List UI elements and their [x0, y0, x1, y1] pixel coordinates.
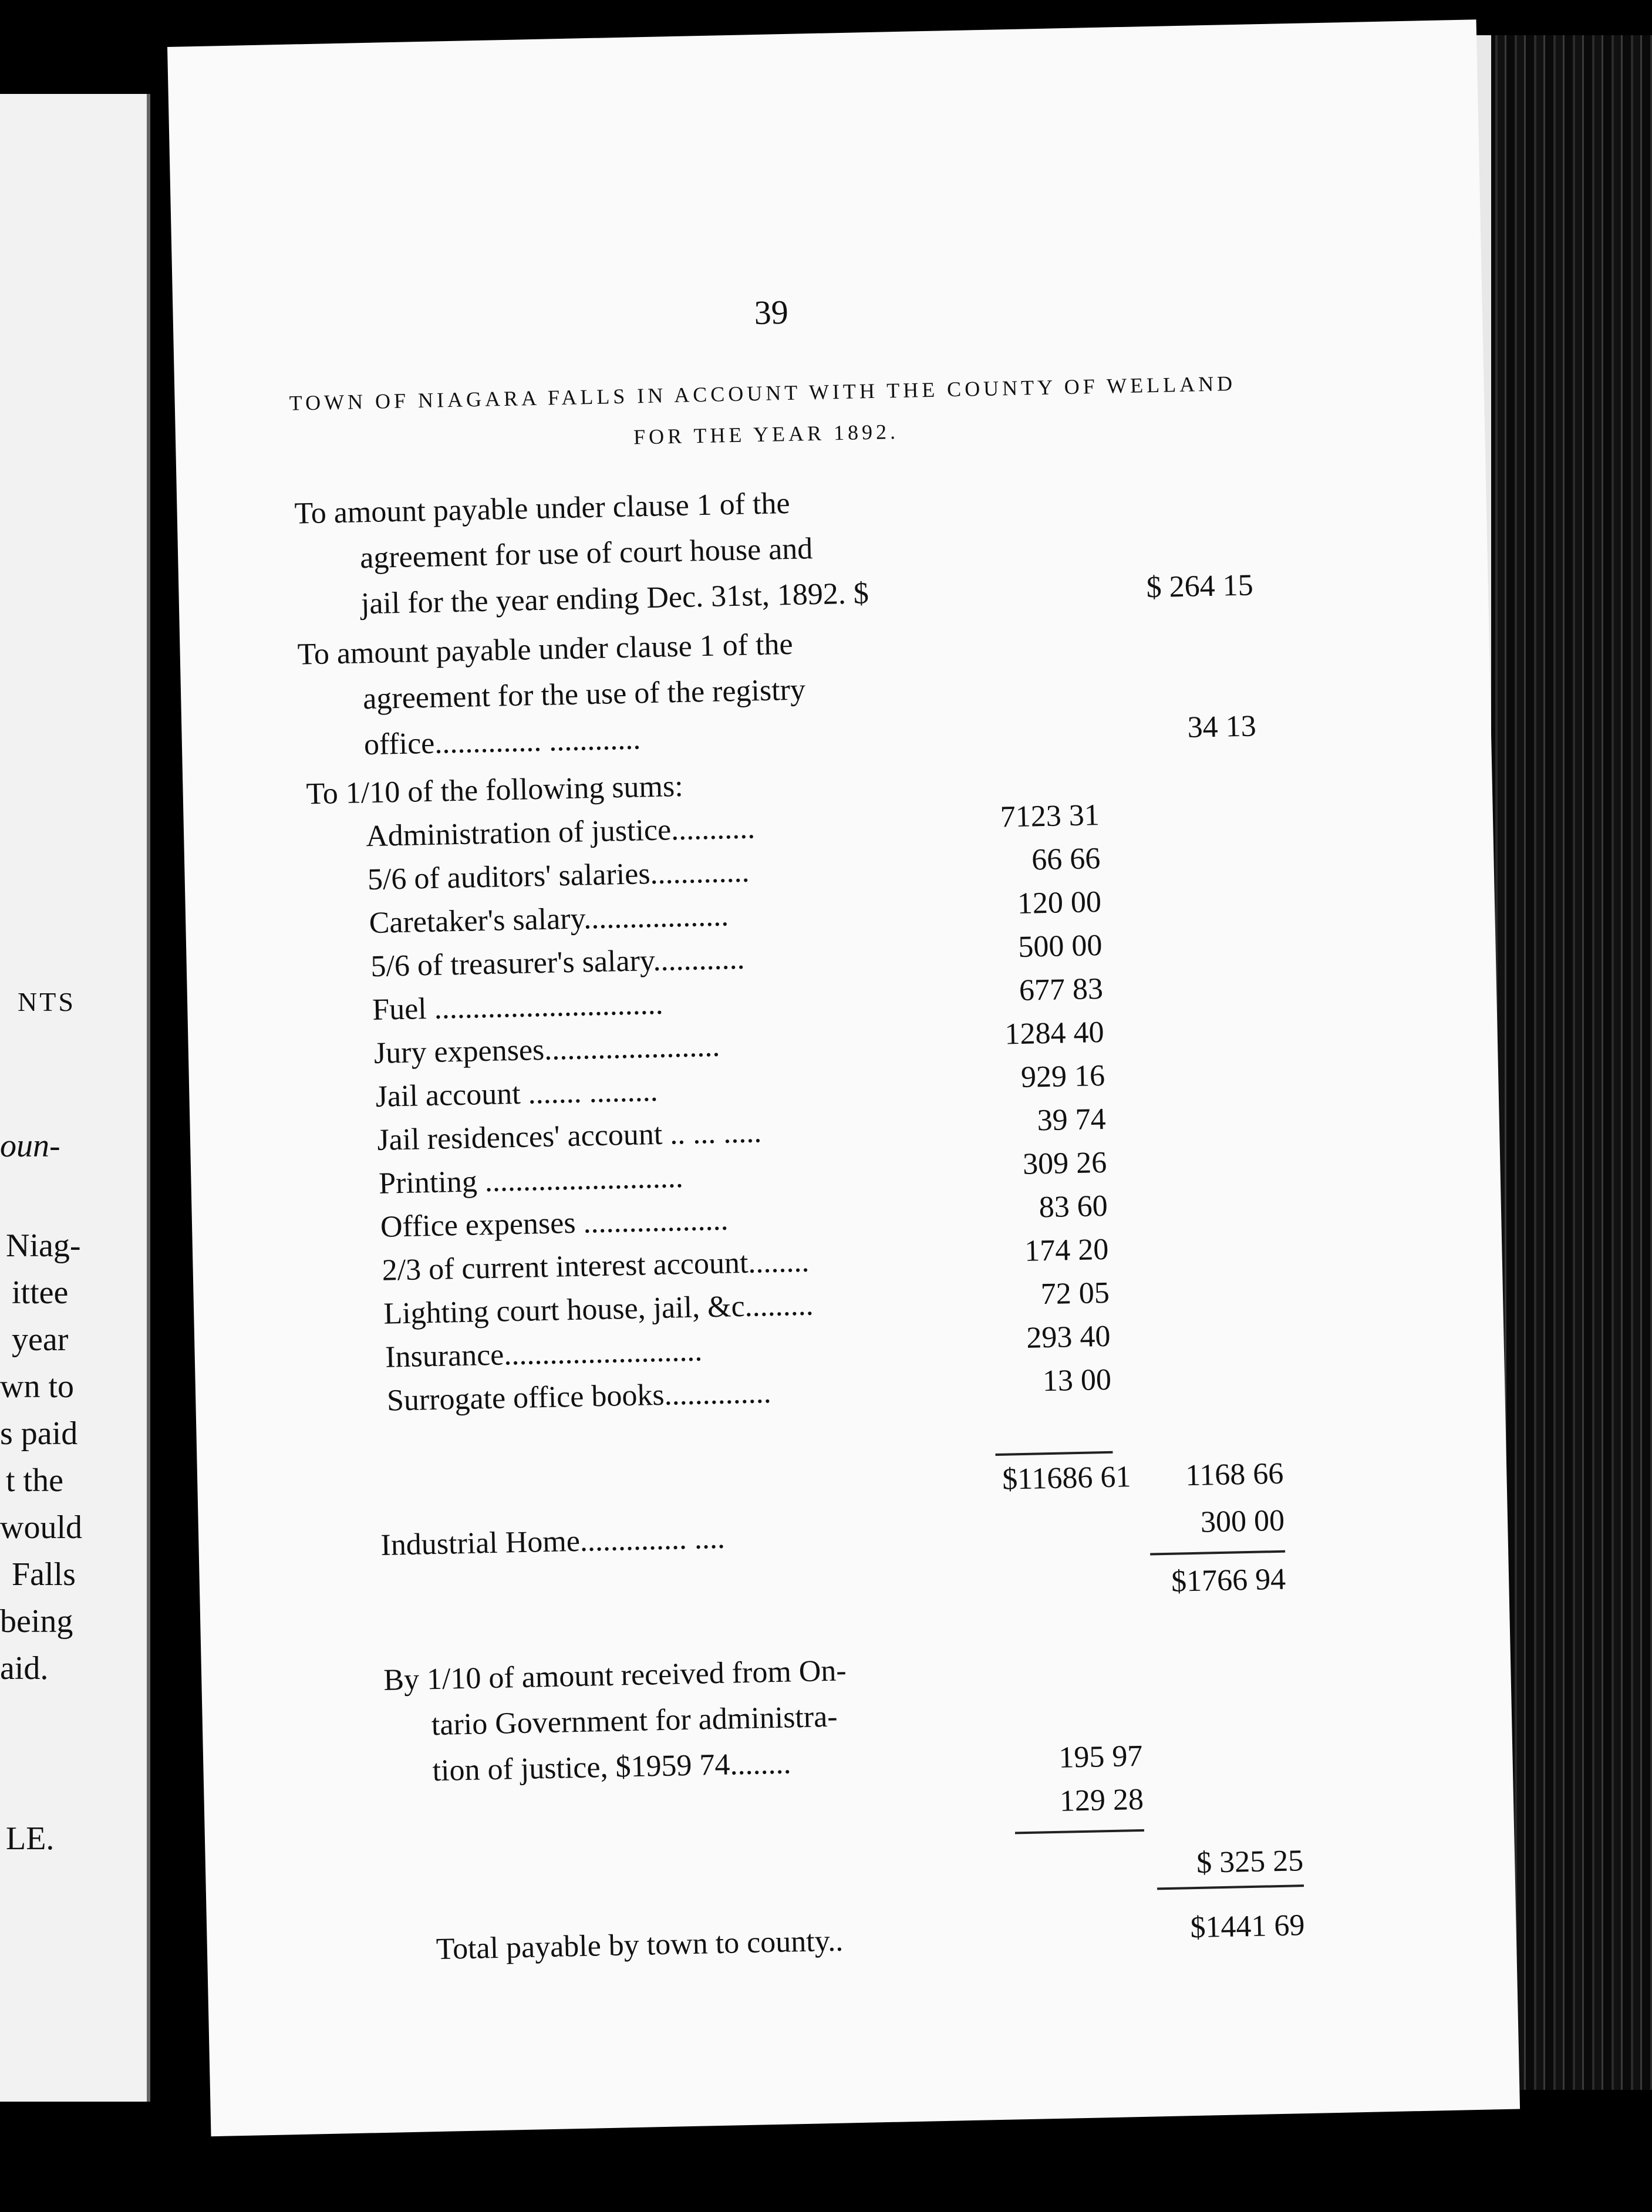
sum-row-amount: 66 66: [1031, 842, 1101, 877]
page-heading: TOWN OF NIAGARA FALLS IN ACCOUNT WITH THE COUNTY OF WELLAND: [289, 372, 1236, 415]
grand-total-label: Total payable by town to county..: [436, 1924, 844, 1967]
sum-row-label: Office expenses ...................: [380, 1203, 729, 1244]
sum-row-label: Jury expenses.......................: [373, 1029, 720, 1070]
left-fragment: oun-: [0, 1128, 60, 1164]
sums-heading: To 1/10 of the following sums:: [306, 769, 684, 811]
sum-row-label: Jail residences' account .. ... .....: [376, 1115, 762, 1157]
sum-row-label: Fuel ..............................: [372, 987, 664, 1027]
sum-row-amount: 120 00: [1017, 885, 1102, 920]
sum-row-label: Insurance..........................: [385, 1334, 703, 1374]
left-fragment: Falls: [12, 1556, 76, 1593]
sum-row-amount: 293 40: [1026, 1319, 1111, 1355]
sum-row-label: Lighting court house, jail, &c.........: [383, 1288, 814, 1331]
book-page: [167, 19, 1520, 2136]
left-fragment: LE.: [6, 1820, 55, 1857]
item2-line1: To amount payable under clause 1 of the: [297, 627, 794, 672]
sum-row-amount: 677 83: [1019, 972, 1104, 1007]
sums-tenth: 1168 66: [1185, 1456, 1284, 1493]
sum-row-amount: 500 00: [1017, 928, 1103, 964]
credit-line1: By 1/10 of amount received from On-: [383, 1654, 847, 1697]
sum-row-amount: 929 16: [1020, 1058, 1105, 1094]
left-fragment: NTS: [18, 987, 76, 1017]
industrial-home-amount: 300 00: [1200, 1503, 1285, 1539]
sum-row-label: Administration of justice...........: [365, 811, 756, 854]
sum-row-amount: 7123 31: [1000, 798, 1100, 834]
sum-row-amount: 309 26: [1022, 1145, 1107, 1181]
sums-total: $11686 61: [1002, 1460, 1131, 1496]
sum-row-amount: 174 20: [1024, 1232, 1109, 1268]
grand-total: $1441 69: [1189, 1908, 1306, 1945]
sum-row-label: Surrogate office books..............: [386, 1375, 772, 1418]
item1-amount: $ 264 15: [1146, 568, 1254, 605]
grand-total-rule: [1157, 1884, 1304, 1890]
sum-row-label: Caretaker's salary...................: [369, 899, 729, 940]
sum-row-amount: 72 05: [1040, 1276, 1110, 1311]
subtotal-rule: [1150, 1550, 1285, 1556]
item1-line3: jail for the year ending Dec. 31st, 1892. $: [360, 576, 869, 621]
page-number: 39: [754, 292, 789, 332]
left-fragment: ittee: [12, 1274, 69, 1311]
credit-amount-1: 195 97: [1058, 1739, 1143, 1775]
item2-amount: 34 13: [1187, 709, 1257, 744]
sum-row-amount: 83 60: [1039, 1189, 1108, 1225]
item2-line3: office.............. ............: [363, 722, 641, 762]
left-fragment: being: [0, 1603, 73, 1640]
industrial-home-label: Industrial Home.............. ....: [380, 1521, 726, 1562]
sum-row-amount: 1284 40: [1004, 1015, 1105, 1051]
sum-row-label: 2/3 of current interest account........: [382, 1245, 810, 1287]
sum-row-label: 5/6 of treasurer's salary............: [370, 942, 745, 984]
sum-row-label: 5/6 of auditors' salaries.............: [367, 855, 750, 897]
sum-row-amount: 13 00: [1042, 1363, 1112, 1398]
credit-line3: tion of justice, $1959 74........: [432, 1746, 792, 1788]
left-fragment: would: [0, 1509, 82, 1546]
left-fragment: year: [12, 1321, 69, 1358]
left-fragment: aid.: [0, 1650, 49, 1687]
credit-total: $ 325 25: [1196, 1844, 1304, 1880]
credit-rule: [1015, 1829, 1144, 1835]
left-fragment: t the: [6, 1462, 63, 1499]
left-fragment: Niag-: [6, 1228, 81, 1264]
credit-amount-2: 129 28: [1059, 1782, 1144, 1818]
left-facing-page: [0, 94, 150, 2102]
sums-rule: [995, 1451, 1112, 1456]
left-fragment: s paid: [0, 1415, 78, 1452]
subtotal: $1766 94: [1171, 1562, 1286, 1599]
sum-row-label: Jail account ....... .........: [375, 1074, 659, 1114]
sum-row-amount: 39 74: [1037, 1102, 1107, 1138]
item1-line1: To amount payable under clause 1 of the: [294, 486, 791, 531]
left-fragment: wn to: [0, 1368, 74, 1405]
item2-line2: agreement for the use of the registry: [362, 673, 806, 716]
sum-row-label: Printing ..........................: [378, 1161, 684, 1201]
item1-line2: agreement for use of court house and: [359, 532, 813, 575]
credit-line2: tario Government for administra-: [431, 1700, 838, 1742]
page-subheading: FOR THE YEAR 1892.: [633, 420, 899, 449]
